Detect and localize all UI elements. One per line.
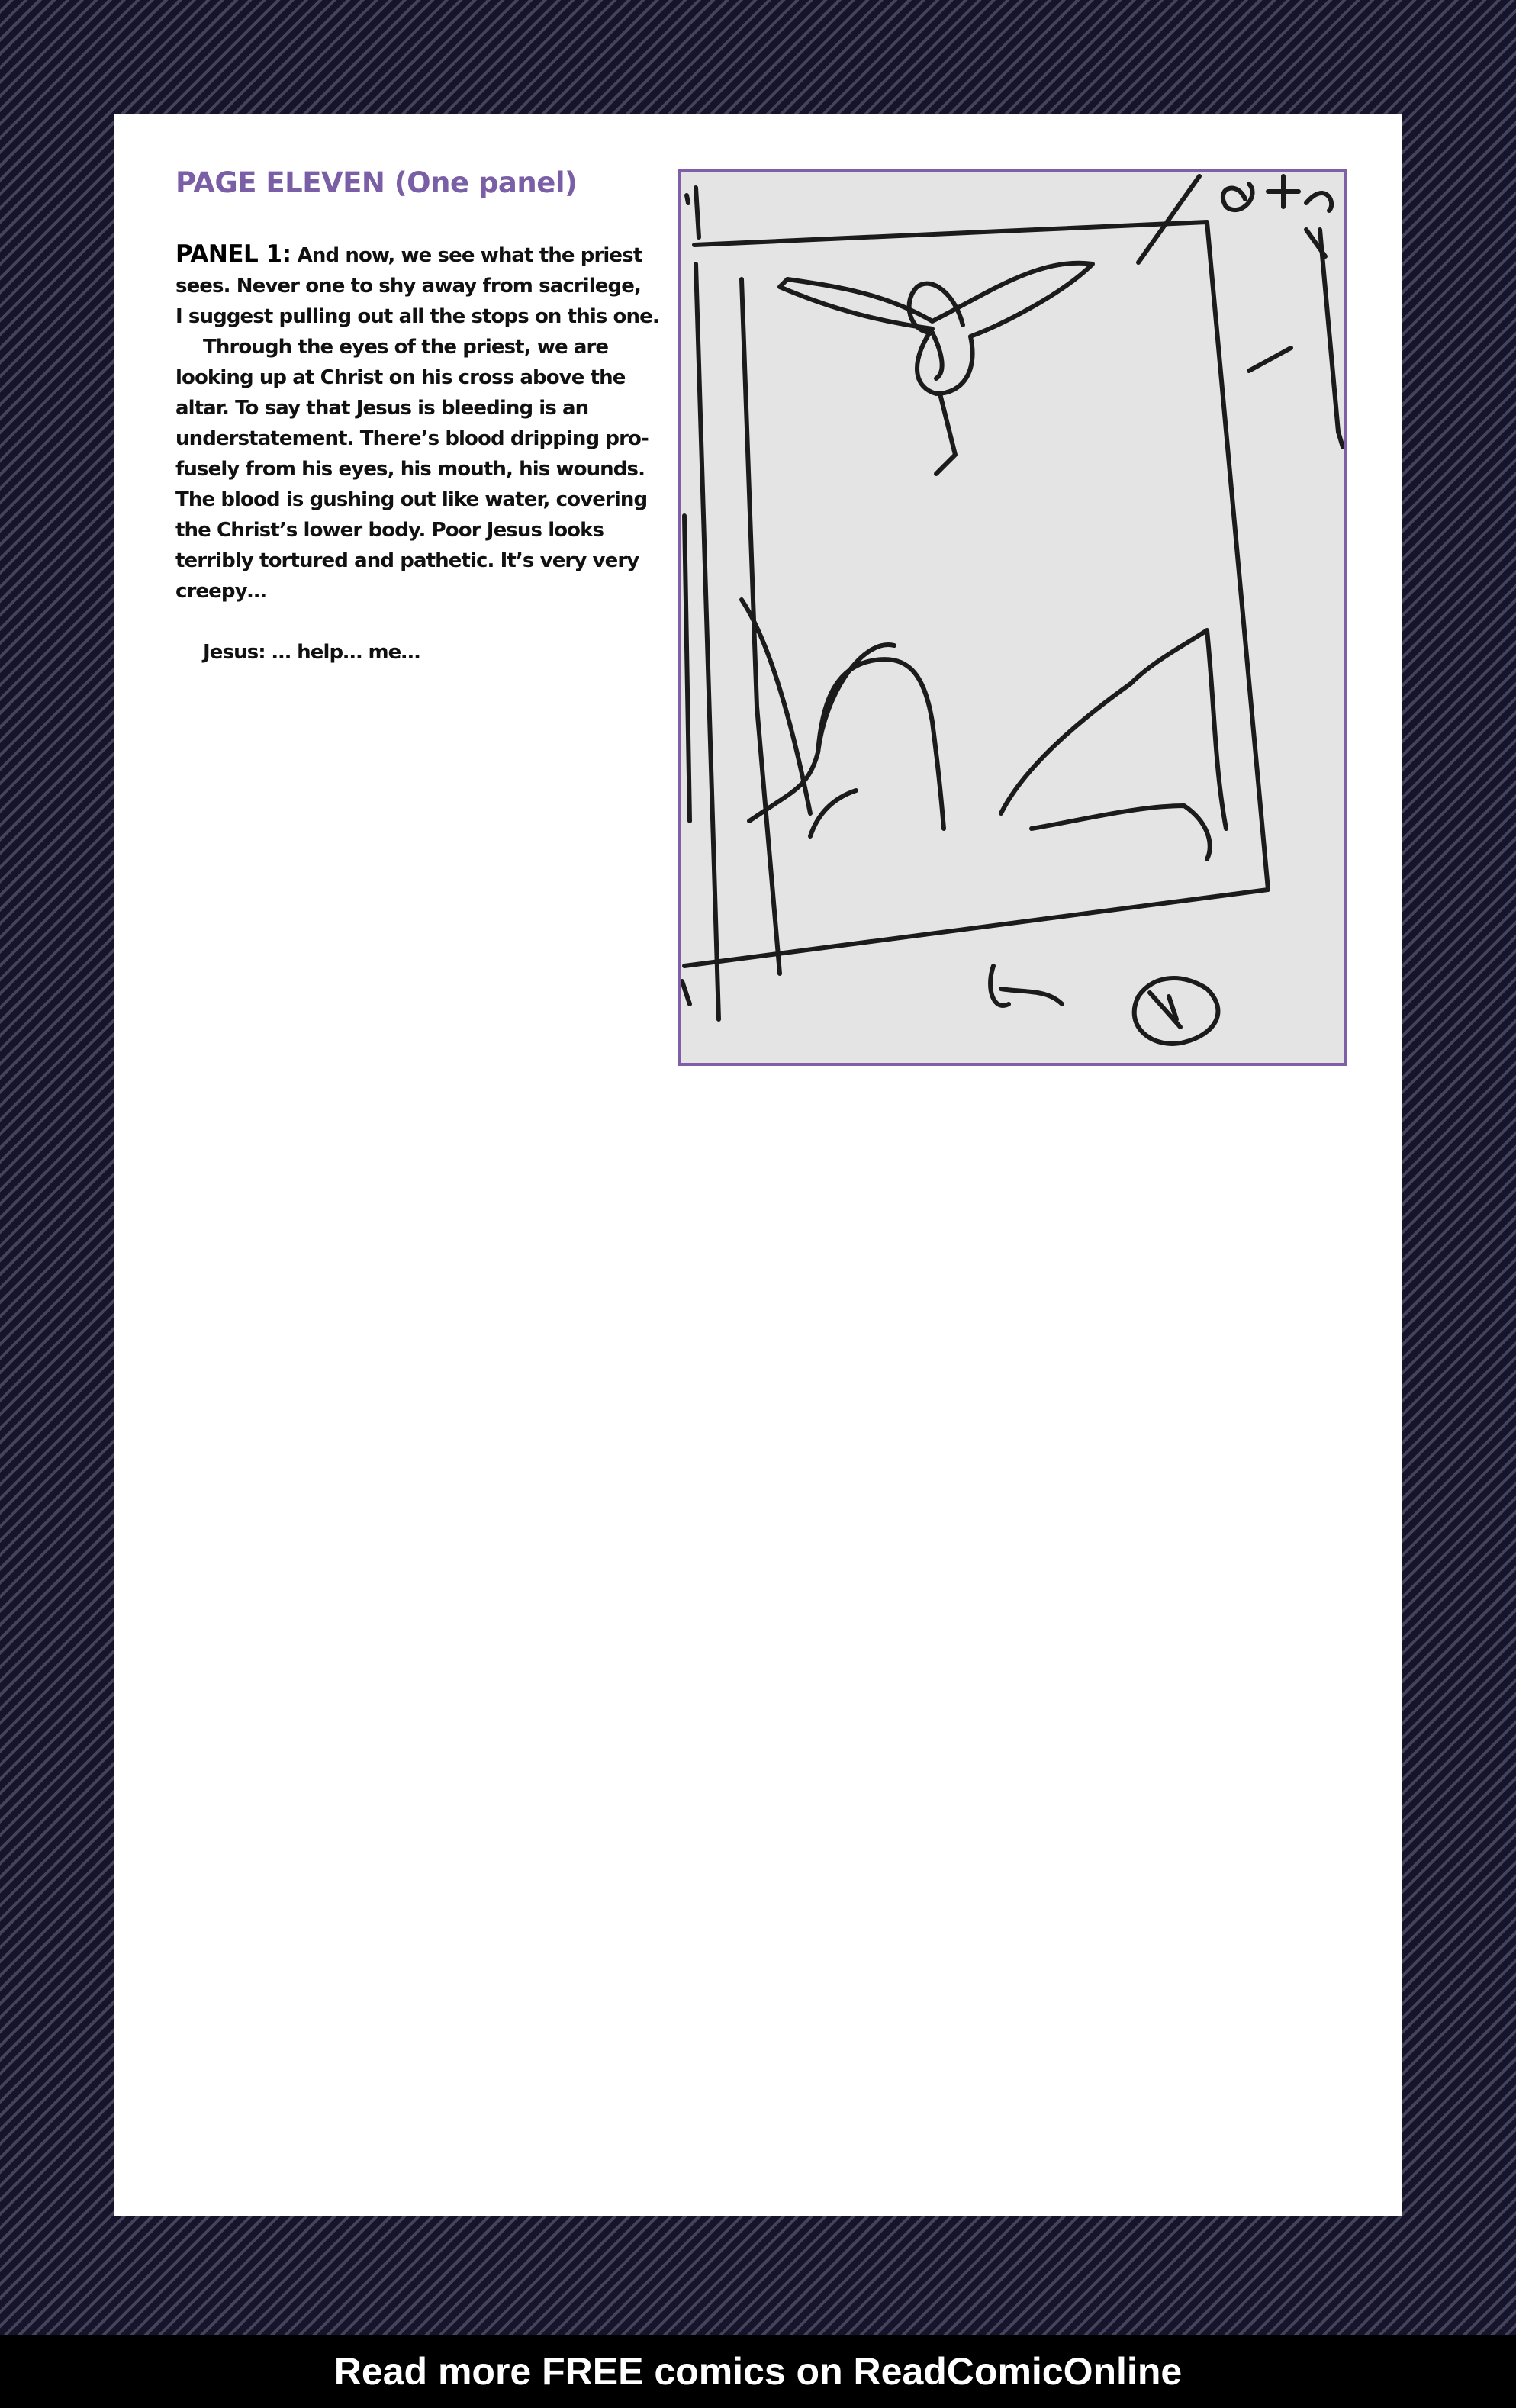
panel-line-12: creepy… <box>175 580 266 603</box>
panel-line-8: fusely from his eyes, his mouth, his wounds. <box>175 458 645 481</box>
panel-line-2: sees. Never one to shy away from sacrilege, <box>175 275 641 298</box>
footer-banner[interactable] <box>0 2335 1516 2408</box>
sketch-drawing <box>681 172 1344 1063</box>
panel-line-1 <box>175 239 664 271</box>
panel-line-10: the Christ’s lower body. Poor Jesus looks <box>175 519 604 542</box>
panel-description <box>175 239 664 607</box>
thumbnail-sketch <box>678 169 1347 1066</box>
script-column <box>175 164 664 668</box>
panel-line-4: Through the eyes of the priest, we are <box>203 336 609 359</box>
sketch-priest-head <box>818 659 944 829</box>
panel-line-11: terribly tortured and pathetic. It’s very very <box>175 549 639 572</box>
sketch-signature-mark <box>1135 978 1218 1044</box>
page-sheet <box>114 114 1402 2216</box>
panel-label: PANEL 1: <box>175 240 291 268</box>
panel-line-6: altar. To say that Jesus is bleeding is an <box>175 397 589 420</box>
page-heading: PAGE ELEVEN (One panel) <box>175 166 578 199</box>
panel-line-5: looking up at Christ on his cross above the <box>175 366 626 389</box>
panel-text-1: And now, we see what the priest <box>291 244 642 267</box>
panel-line-9: The blood is gushing out like water, covering <box>175 488 648 511</box>
panel-line-3: I suggest pulling out all the stops on this one. <box>175 305 659 328</box>
sketch-crucifix-figure <box>780 263 1093 394</box>
panel-line-7: understatement. There’s blood dripping pro- <box>175 427 649 450</box>
footer-link-text[interactable]: Read more FREE comics on ReadComicOnline <box>333 2350 1183 2393</box>
dialogue-jesus: Jesus: … help… me… <box>203 641 420 664</box>
